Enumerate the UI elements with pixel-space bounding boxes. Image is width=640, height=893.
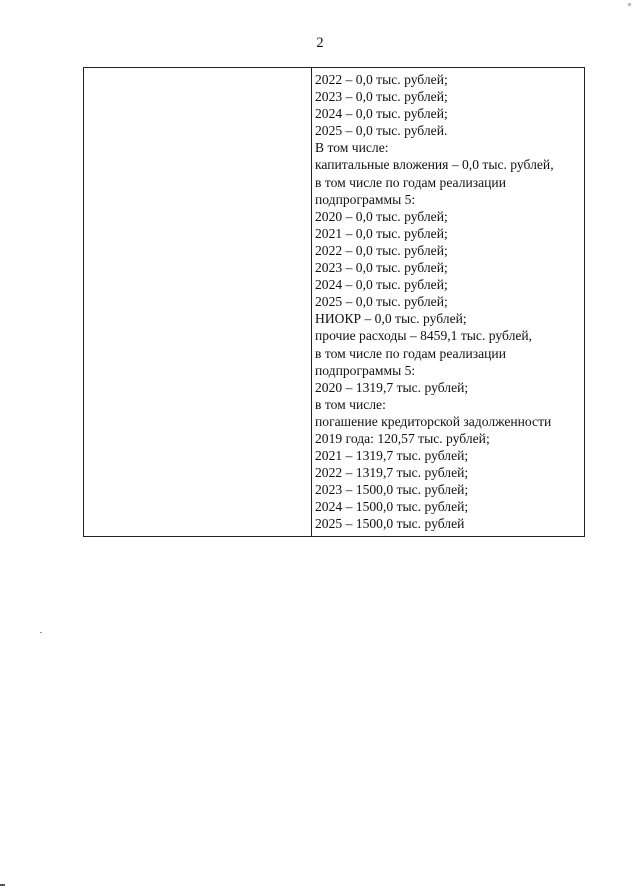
funding-line: 2025 – 0,0 тыс. рублей. (315, 123, 448, 139)
funding-line: В том числе: (315, 140, 389, 156)
funding-line: 2020 – 0,0 тыс. рублей; (315, 208, 448, 224)
funding-line: в том числе по годам реализации (315, 174, 506, 190)
funding-line: 2021 – 0,0 тыс. рублей; (315, 225, 448, 241)
funding-line: 2025 – 0,0 тыс. рублей; (315, 294, 448, 310)
funding-line: 2024 – 0,0 тыс. рублей; (315, 277, 448, 293)
funding-line: погашение кредиторской задолженности (315, 413, 552, 429)
funding-line: 2024 – 1500,0 тыс. рублей; (315, 499, 469, 515)
table-right-cell (312, 68, 584, 536)
funding-line: 2022 – 0,0 тыс. рублей; (315, 242, 448, 258)
funding-line: 2025 – 1500,0 тыс. рублей (315, 516, 465, 532)
funding-line: 2023 – 0,0 тыс. рублей; (315, 89, 448, 105)
funding-line: в том числе по годам реализации (315, 345, 506, 361)
scan-mark (0, 884, 5, 886)
funding-line: 2023 – 1500,0 тыс. рублей; (315, 482, 469, 498)
funding-line: 2024 – 0,0 тыс. рублей; (315, 106, 448, 122)
scan-mark (628, 3, 631, 6)
page-number: 2 (316, 35, 324, 51)
funding-line: 2020 – 1319,7 тыс. рублей; (315, 379, 469, 395)
funding-line: 2019 года: 120,57 тыс. рублей; (315, 430, 490, 446)
funding-line: 2021 – 1319,7 тыс. рублей; (315, 448, 469, 464)
funding-line: 2022 – 1319,7 тыс. рублей; (315, 465, 469, 481)
funding-line: капитальные вложения – 0,0 тыс. рублей, (315, 157, 554, 173)
funding-line: НИОКР – 0,0 тыс. рублей; (315, 311, 467, 327)
funding-line: прочие расходы – 8459,1 тыс. рублей, (315, 328, 533, 344)
funding-line: в том числе: (315, 396, 386, 412)
funding-table (83, 67, 585, 537)
funding-line: подпрограммы 5: (315, 362, 416, 378)
funding-line: подпрограммы 5: (315, 191, 416, 207)
table-left-cell (84, 68, 312, 536)
scan-speck (40, 632, 42, 633)
funding-line: 2022 – 0,0 тыс. рублей; (315, 72, 448, 87)
funding-line: 2023 – 0,0 тыс. рублей; (315, 260, 448, 276)
